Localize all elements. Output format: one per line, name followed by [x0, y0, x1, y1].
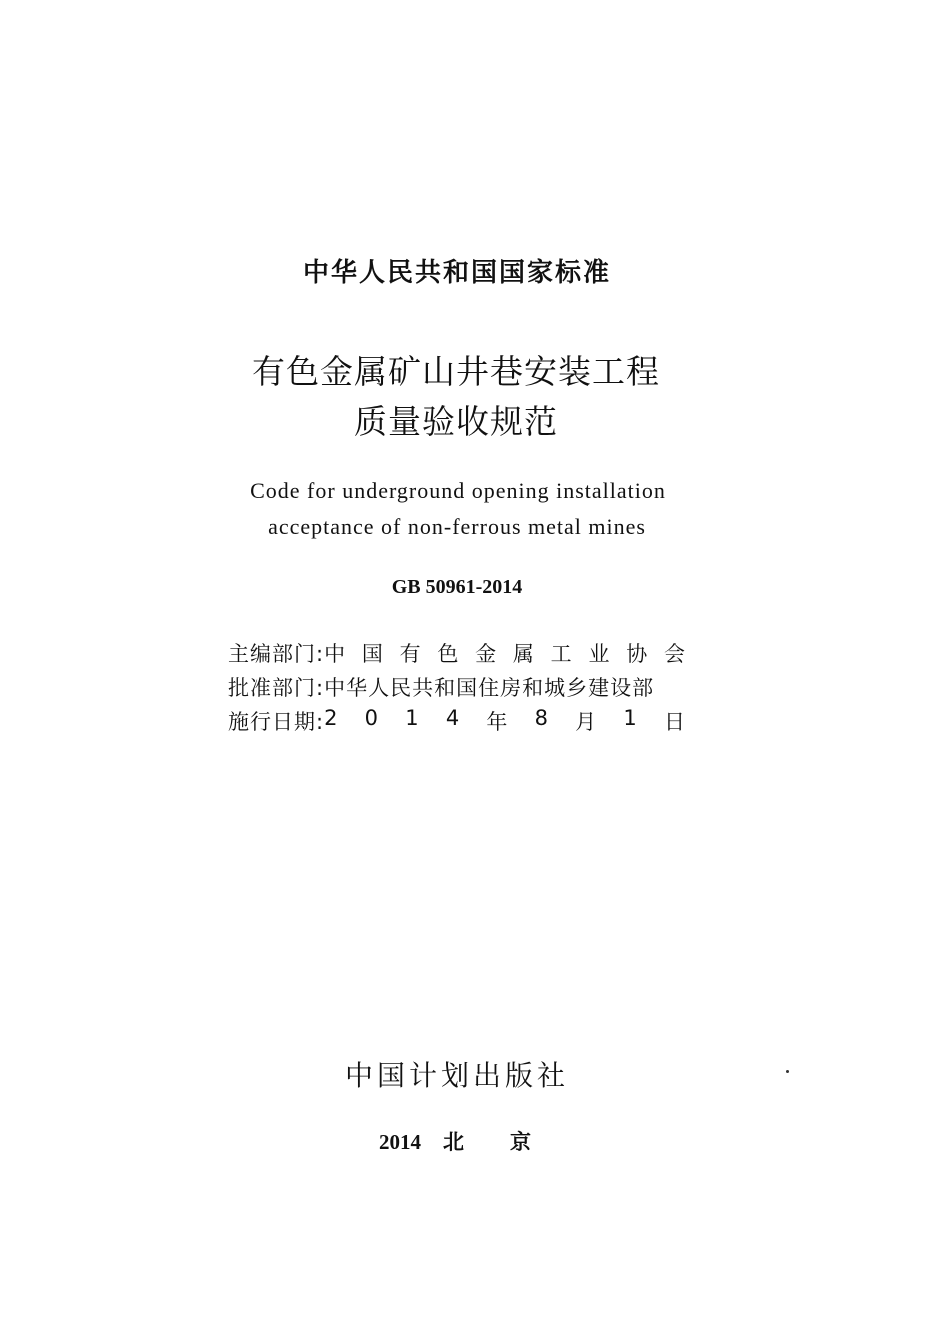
spread-char: 色 — [437, 642, 460, 666]
spread-char: 会 — [663, 642, 686, 666]
spread-char: 1 — [623, 706, 638, 730]
spread-char: 金 — [475, 642, 498, 666]
effective-date-row — [228, 704, 698, 738]
publisher-name: 中国计划出版社 — [344, 1059, 569, 1092]
spread-char: 有 — [399, 642, 422, 666]
editor-row — [228, 636, 698, 670]
publication-place-1: 北 — [443, 1130, 464, 1154]
spread-char: 年 — [486, 710, 509, 734]
title-english-line-1: Code for underground opening installation — [250, 478, 666, 503]
title-english-line-2: acceptance of non-ferrous metal mines — [268, 514, 646, 539]
scan-speck — [786, 1070, 789, 1073]
approver-value: 中华人民共和国住房和城乡建设部 — [324, 676, 655, 700]
spread-char: 业 — [588, 642, 611, 666]
standard-code: GB 50961-2014 — [391, 576, 523, 598]
spread-char: 1 — [405, 706, 420, 730]
approver-label: 批准部门: — [228, 676, 325, 700]
spread-char: 中 — [324, 642, 347, 666]
spread-char: 工 — [550, 642, 573, 666]
effective-date-label: 施行日期: — [228, 710, 325, 734]
title-chinese-line-2: 质量验收规范 — [354, 402, 558, 441]
effective-date-value — [324, 706, 698, 736]
spread-char: 月 — [575, 710, 598, 734]
standard-category: 中华人民共和国国家标准 — [302, 258, 611, 288]
spread-char: 属 — [512, 642, 535, 666]
publication-year: 2014 — [379, 1130, 421, 1154]
spread-char: 8 — [534, 706, 549, 730]
info-block — [228, 636, 698, 738]
spread-char: 国 — [361, 642, 384, 666]
editor-label: 主编部门: — [228, 642, 325, 666]
title-chinese-line-1: 有色金属矿山井巷安装工程 — [252, 352, 660, 391]
spread-char: 0 — [364, 706, 380, 730]
publication-year-place — [0, 1126, 930, 1156]
editor-value — [324, 638, 698, 668]
spread-char: 4 — [445, 706, 461, 730]
approver-row — [228, 670, 698, 704]
spread-char: 协 — [626, 642, 649, 666]
publication-place-2: 京 — [510, 1130, 531, 1154]
spread-char: 日 — [663, 710, 686, 734]
spread-char: 2 — [324, 706, 339, 730]
